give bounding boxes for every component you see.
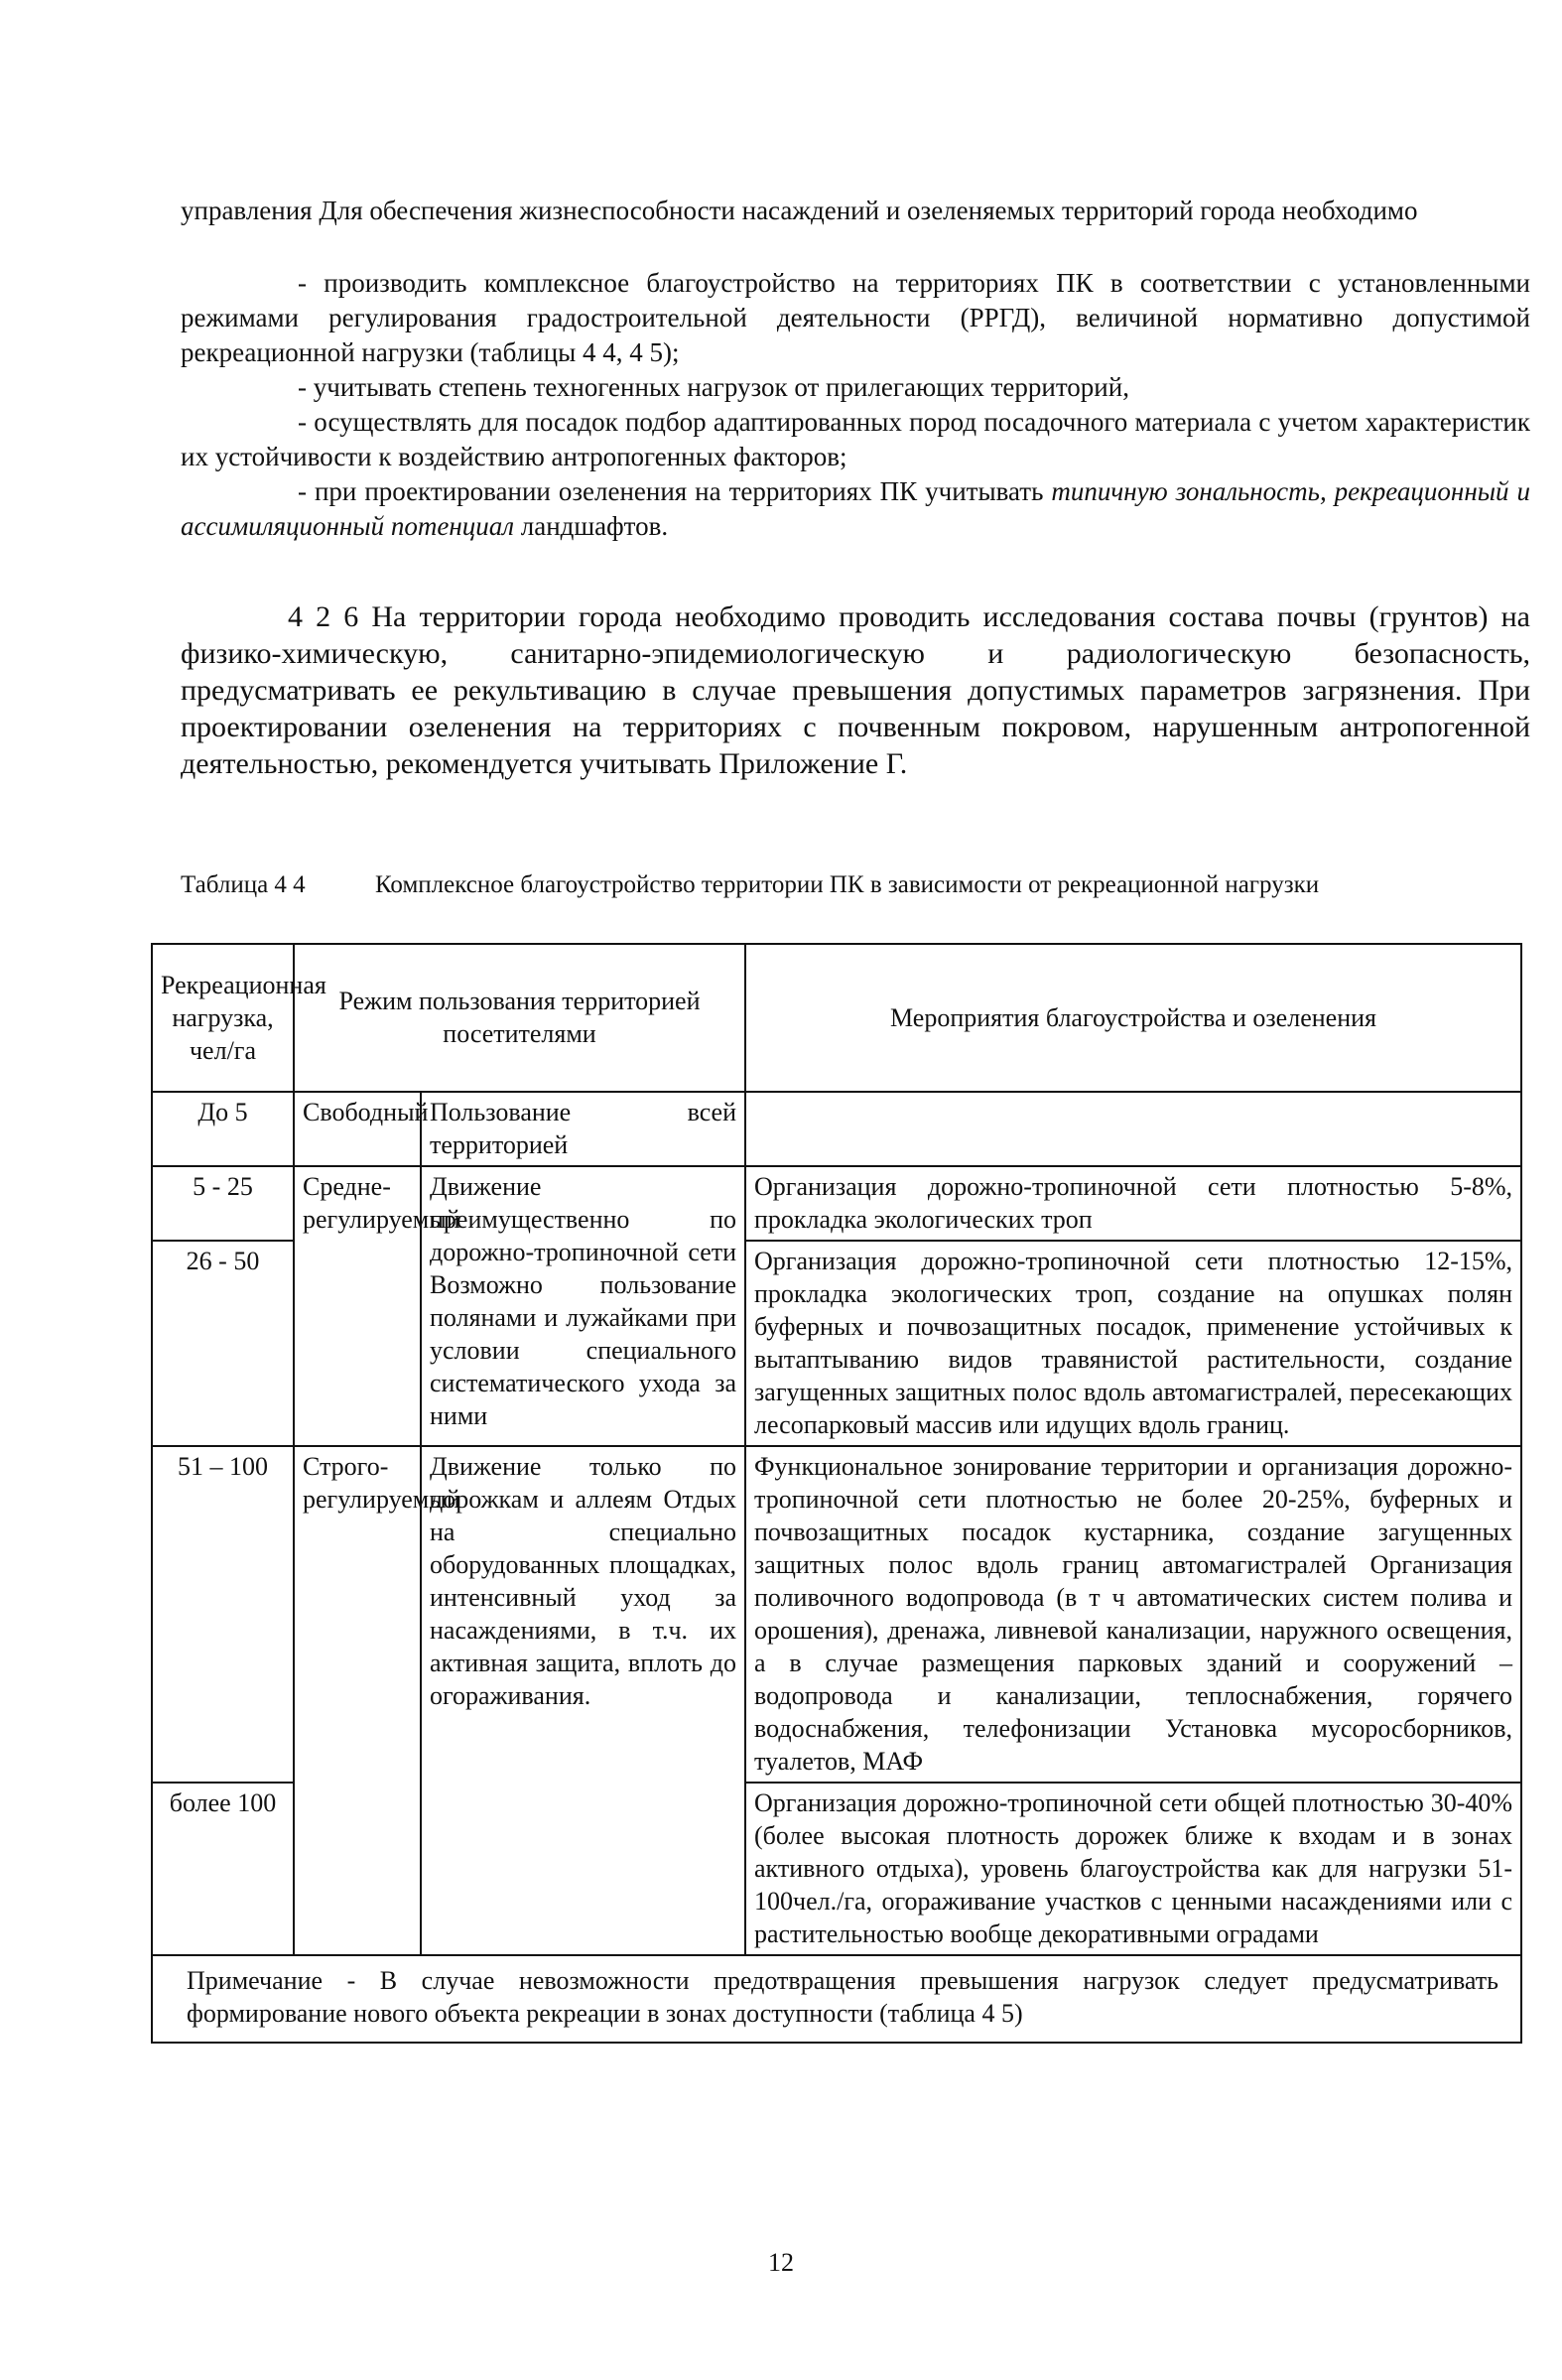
requirements-list (181, 266, 1530, 544)
bullet-item: - производить комплексное благоустройство на территориях ПК в соответствии с установленными режимами регулирования градостроительной деятельности (РРГД), величиной нормативно допустимой рекреационной нагрузки (таблицы 4 4, 4 5); (181, 268, 1530, 367)
bullet-italic-text: типичную зональность, рекреационный и ассимиляционный потенциал (181, 476, 1530, 541)
cell-load: 5 - 25 (152, 1166, 294, 1241)
cell-measures (745, 1092, 1521, 1166)
section-paragraph: 4 2 6 На территории города необходимо проводить исследования состава почвы (грунтов) на физико-химическую, санитарно-эпидемиологическую и радиологическую безопасность, предусматривать ее рекультивацию в случае превышения допустимых параметров загрязнения. При проектировании озеленения на территориях с почвенным покровом, нарушенным антропогенной деятельностью, рекомендуется учитывать Приложение Г. (181, 600, 1530, 780)
table-number: Таблица 4 4 (181, 871, 306, 898)
table-note-row (152, 1955, 1521, 2043)
bullet-item (181, 474, 1530, 544)
cell-regime-desc: Движение только по дорожкам и аллеям Отдых на специально оборудованных площадках, интенсивный уход за насаждениями, в т.ч. их активная защита, вплоть до огораживания. (421, 1446, 745, 1955)
cell-regime-type: Строго-регулируемый (294, 1446, 421, 1955)
intro-paragraph: управления Для обеспечения жизнеспособности насаждений и озеленяемых территорий города необходимо (181, 196, 1418, 225)
table-row (152, 1092, 1521, 1166)
cell-regime-type: Свободный (294, 1092, 421, 1166)
cell-measures: Организация дорожно-тропиночной сети общей плотностью 30-40% (более высокая плотность дорожек ближе к входам и в зонах активного отдыха), уровень благоустройства как для нагрузки 51-100чел./га, огораживание участков с ценными насаждениями или с растительностью вообще декоративными оградами (745, 1783, 1521, 1955)
cell-load: До 5 (152, 1092, 294, 1166)
table-title: Комплексное благоустройство территории ПК в зависимости от рекреационной нагрузки (375, 871, 1320, 898)
cell-measures: Организация дорожно-тропиночной сети плотностью 12-15%, прокладка экологических троп, создание на опушках полян буферных и почвозащитных посадок, применение устойчивых к вытаптыванию видов травянистой растительности, создание загущенных защитных полос вдоль автомагистралей, пересекающих лесопарковый массив или идущих вдоль границ. (745, 1241, 1521, 1446)
cell-regime-desc: Пользование всей территорией (421, 1092, 745, 1166)
cell-regime-desc: Движение преимущественно по дорожно-тропиночной сети Возможно пользование полянами и лужайками при условии специального систематического ухода за ними (421, 1166, 745, 1446)
page-number: 12 (768, 2248, 794, 2277)
cell-regime-type: Средне-регулируемый (294, 1166, 421, 1446)
header-regime: Режим пользования территорией посетителями (294, 944, 745, 1092)
cell-load: более 100 (152, 1783, 294, 1955)
bullet-item: - учитывать степень техногенных нагрузок от прилегающих территорий, (298, 372, 1129, 402)
bullet-text: - при проектировании озеленения на территориях ПК учитывать (298, 476, 1052, 506)
table-header-row (152, 944, 1521, 1092)
table-note: Примечание - В случае невозможности предотвращения превышения нагрузок следует предусматривать формирование нового объекта рекреации в зонах доступности (таблица 4 5) (152, 1955, 1521, 2043)
bullet-item: - осуществлять для посадок подбор адаптированных пород посадочного материала с учетом характеристик их устойчивости к воздействию антропогенных факторов; (181, 407, 1530, 471)
header-load: Рекреационная нагрузка, чел/га (152, 944, 294, 1092)
bullet-text: ландшафтов. (514, 511, 669, 541)
cell-load: 51 – 100 (152, 1446, 294, 1783)
cell-measures: Организация дорожно-тропиночной сети плотностью 5-8%, прокладка экологических троп (745, 1166, 1521, 1241)
header-measures: Мероприятия благоустройства и озеленения (745, 944, 1521, 1092)
table-row (152, 1446, 1521, 1783)
table-row (152, 1166, 1521, 1241)
cell-measures: Функциональное зонирование территории и организация дорожно-тропиночной сети плотностью не более 20-25%, буферных и почвозащитных посадок кустарника, создание загущенных защитных полос вдоль границ автомагистралей Организация поливочного водопровода (в т ч автоматических систем полива и орошения), дренажа, ливневой канализации, наружного освещения, а в случае размещения парковых зданий и сооружений – водопровода и канализации, теплоснабжения, горячего водоснабжения, телефонизации Установка мусоросборников, туалетов, МАФ (745, 1446, 1521, 1783)
cell-load: 26 - 50 (152, 1241, 294, 1446)
table-caption (181, 869, 1530, 901)
recreation-load-table (151, 943, 1522, 2044)
